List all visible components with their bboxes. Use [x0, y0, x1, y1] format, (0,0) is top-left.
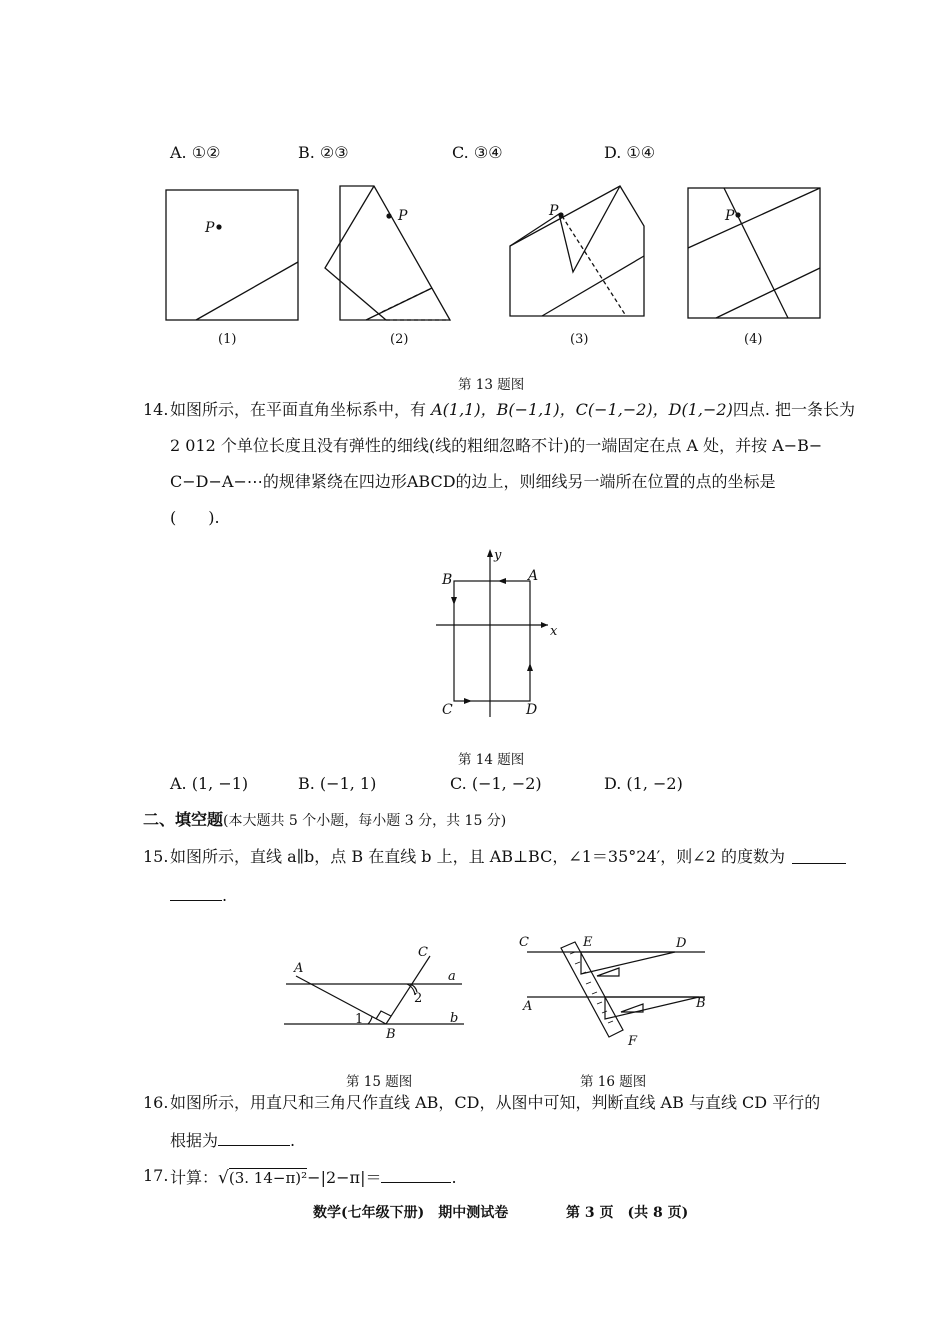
q13-fig2-label: (2)	[390, 332, 409, 347]
q16-label-e: E	[583, 935, 593, 950]
footer-page: 第 3 页 (共 8 页)	[566, 1205, 689, 1221]
q15-figure	[280, 940, 470, 1040]
q15-label-angle2: 2	[414, 991, 423, 1006]
q15-segment-bc	[386, 956, 430, 1024]
q14-label-a: A	[528, 568, 539, 584]
q13-point-label-3: P	[549, 203, 559, 219]
q15-label-c: C	[418, 945, 428, 960]
q13-point-label-4: P	[725, 208, 735, 224]
q14-line3: C−D−A−⋯的规律紧绕在四边形ABCD的边上，则细线另一端所在位置的点的坐标是	[170, 472, 776, 491]
q15-label-line-b: b	[450, 1011, 459, 1026]
q13-option-a: A. ①②	[170, 143, 221, 162]
q15-text: 如图所示，直线 a∥b，点 B 在直线 b 上，且 AB⊥BC，∠1＝35°24′，则∠2 的度数为	[170, 847, 785, 866]
q14-option-c: C. (−1, −2)	[450, 774, 542, 793]
section2-note: (本大题共 5 个小题，每小题 3 分，共 15 分)	[223, 813, 507, 829]
section2-heading	[143, 810, 506, 831]
q16-caption: 第 16 题图	[580, 1074, 647, 1090]
q16-line1: 如图所示，用直尺和三角尺作直线 AB，CD，从图中可知，判断直线 AB 与直线 CD 平行的	[170, 1093, 821, 1112]
q17-expression: 计算：√(3. 14−π)²−|2−π|＝ .	[170, 1168, 457, 1188]
q16-triangle-upper	[581, 952, 675, 974]
q13-caption: 第 13 题图	[458, 377, 525, 393]
q15-label-b: B	[386, 1027, 396, 1042]
q13-fig1-label: (1)	[218, 332, 237, 347]
q15-label-angle1: 1	[355, 1012, 364, 1027]
q17-rest: −|2−π|＝	[307, 1168, 382, 1187]
q16-ruler	[561, 942, 623, 1037]
q15-segment-ab	[296, 976, 386, 1024]
q14-figure	[430, 545, 560, 725]
q13-fig1-crease	[196, 262, 298, 320]
q16-triangle-lower	[605, 997, 699, 1019]
q15-number: 15.	[143, 847, 169, 866]
q14-label-x: x	[550, 624, 558, 639]
q16-figure	[515, 928, 720, 1048]
q16-label-b: B	[696, 996, 706, 1011]
q15-label-a: A	[294, 961, 304, 976]
q13-figure	[160, 180, 840, 355]
q16-line2: 根据为 .	[170, 1131, 296, 1150]
q16-label-f: F	[628, 1034, 638, 1049]
q14-label-b: B	[442, 572, 453, 588]
q15-label-line-a: a	[448, 969, 456, 984]
q17-radicand: (3. 14−π)²	[228, 1169, 308, 1187]
q14-number: 14.	[143, 400, 169, 419]
q14-line2: 2 012 个单位长度且没有弹性的细线(线的粗细忽略不计)的一端固定在点 A 处，并按 A−B−	[170, 436, 823, 455]
q14-label-y: y	[494, 548, 502, 563]
q13-fig4-square	[688, 188, 820, 318]
q13-fig1-square	[166, 190, 298, 320]
q13-fig3-label: (3)	[570, 332, 589, 347]
q14-label-d: D	[526, 702, 538, 718]
q13-point-label-2: P	[398, 208, 408, 224]
q13-fig2-fold	[325, 186, 386, 320]
footer-subject: 数学(七年级下册) 期中测试卷	[313, 1205, 509, 1221]
q16-label-c: C	[519, 935, 529, 950]
q14-line1: 如图所示，在平面直角坐标系中，有 A(1,1)，B(−1,1)，C(−1,−2)，D(1,−2)四点. 把一条长为	[170, 400, 856, 419]
q14-option-b: B. (−1, 1)	[298, 774, 377, 793]
q15-caption: 第 15 题图	[346, 1074, 413, 1090]
q14-line4: ( ).	[170, 508, 220, 527]
q14-label-c: C	[442, 702, 453, 718]
q16-number: 16.	[143, 1093, 169, 1112]
q13-point-label-1: P	[205, 220, 215, 236]
q16-label-a: A	[523, 999, 533, 1014]
q16-label-d: D	[676, 936, 687, 951]
q15-answer-blank-1	[792, 847, 846, 869]
q13-option-c: C. ③④	[452, 143, 503, 162]
section2-title: 二、填空题	[143, 810, 224, 829]
q14-option-a: A. (1, −1)	[170, 774, 249, 793]
q13-option-b: B. ②③	[298, 143, 349, 162]
q13-fig4-label: (4)	[744, 332, 763, 347]
q13-option-d: D. ①④	[604, 143, 656, 162]
q15-right-angle	[376, 1011, 391, 1019]
q13-fig2-paper	[340, 186, 450, 320]
q14-rectangle	[454, 581, 530, 701]
q14-option-d: D. (1, −2)	[604, 774, 683, 793]
q13-fig3-flap	[510, 186, 620, 272]
q17-sqrt: √	[218, 1168, 229, 1188]
q13-fig3-paper	[510, 186, 644, 316]
q14-caption: 第 14 题图	[458, 752, 525, 768]
q15-answer-blank-2: .	[170, 884, 227, 906]
q17-prefix: 计算：	[170, 1168, 219, 1187]
q17-number: 17.	[143, 1166, 169, 1185]
